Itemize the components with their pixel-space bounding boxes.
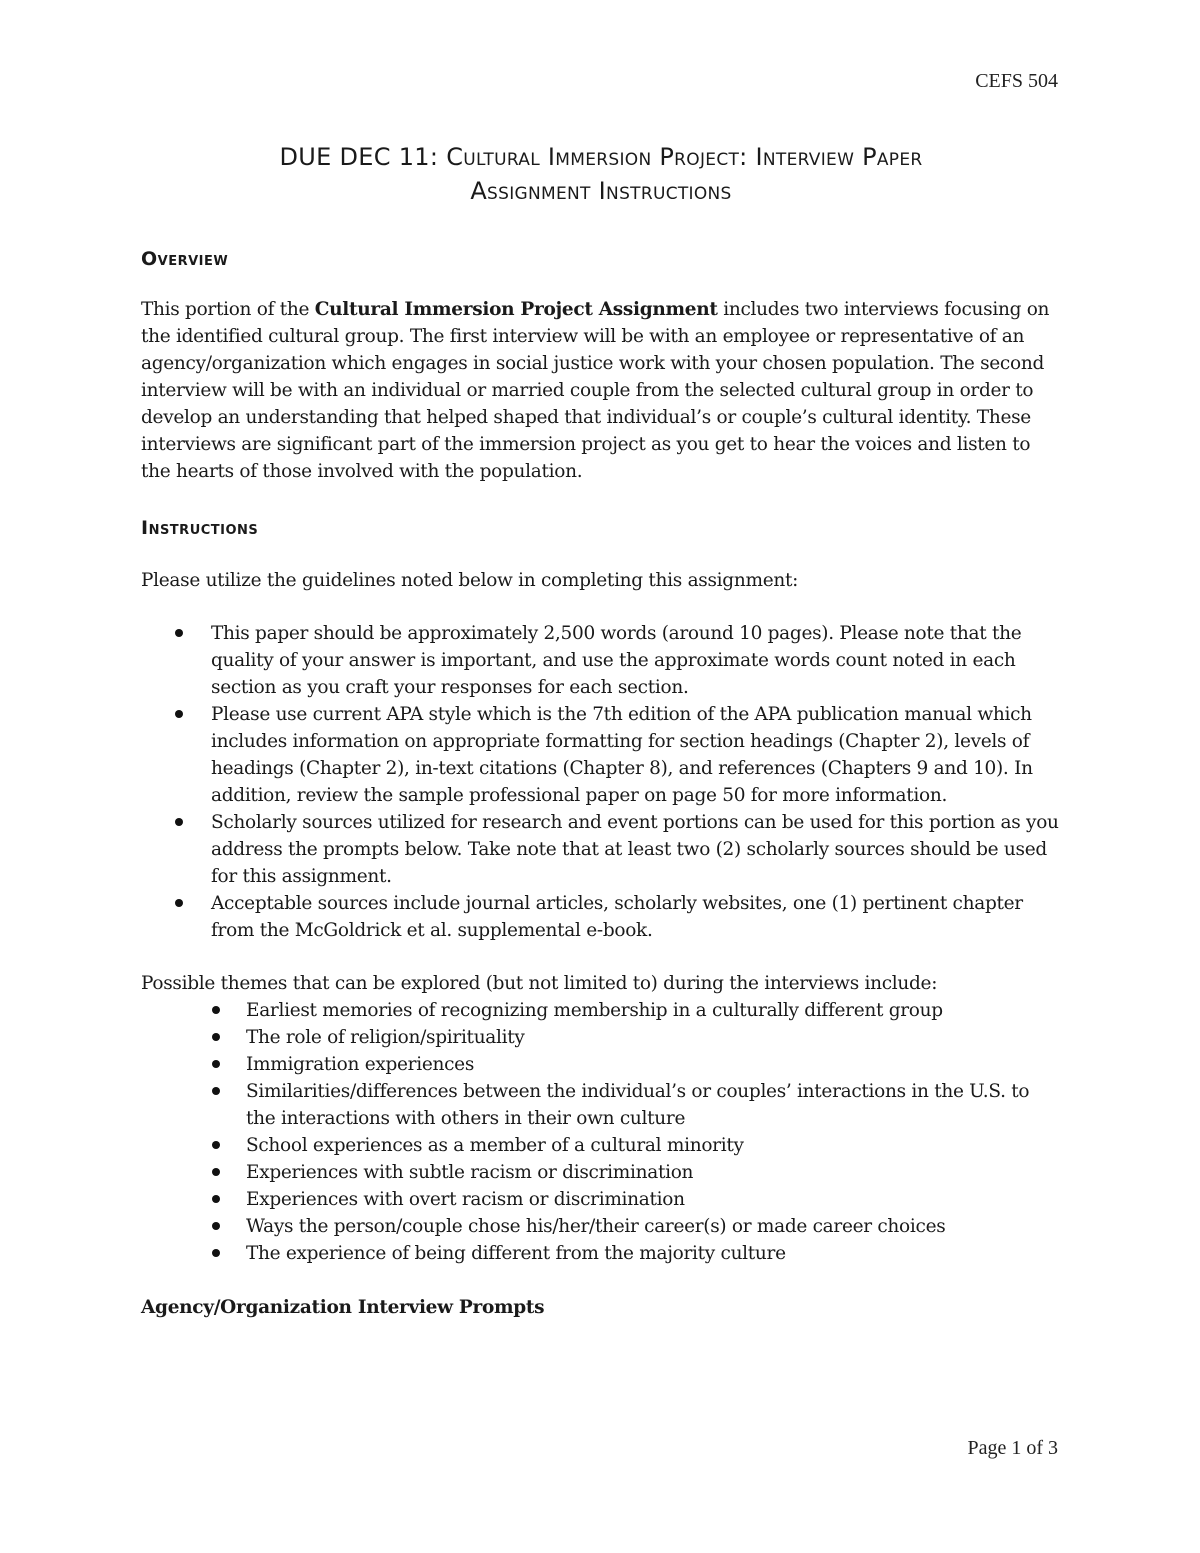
list-item-text: Please use current APA style which is the 7th edition of the APA publication manual which includes information on appropriate formatting for section headings (Chapter 2), levels of headings (Chapter 2), in-text citations (Chapter 8), and references (Chapters 9 and 10). In addition, review the sample professional paper on page 50 for more information.	[211, 704, 1033, 806]
course-code: CEFS 504	[975, 70, 1058, 92]
bullet-icon	[212, 1087, 220, 1095]
instructions-list	[141, 620, 1061, 944]
list-item-text: School experiences as a member of a cultural minority	[246, 1135, 744, 1156]
bullet-icon	[175, 899, 183, 907]
overview-text-end: includes two interviews focusing on the identified cultural group. The first interview will be with an employee or representative of an agency/organization which engages in social justice work with your chosen population. The second interview will be with an individual or married couple from the selected cultural group in order to develop an understanding that helped shaped that individual’s or couple’s cultural identity. These interviews are significant part of the immersion project as you get to hear the voices and listen to the hearts of those involved with the population.	[141, 299, 1050, 482]
title-line1: Cultural Immersion Project: Interview Paper	[446, 143, 923, 171]
list-item	[141, 1051, 1061, 1078]
overview-paragraph	[141, 296, 1061, 485]
list-item-text: Experiences with subtle racism or discrimination	[246, 1162, 694, 1183]
title-due-date: DUE DEC 11:	[279, 143, 439, 171]
instructions-heading: Instructions	[141, 517, 259, 539]
list-item	[141, 890, 1061, 944]
bullet-icon	[212, 1195, 220, 1203]
bullet-icon	[212, 1222, 220, 1230]
list-item	[141, 1024, 1061, 1051]
list-item	[141, 1213, 1061, 1240]
list-item	[141, 1132, 1061, 1159]
list-item-text: Acceptable sources include journal articles, scholarly websites, one (1) pertinent chapter from the McGoldrick et al. supplemental e-book.	[211, 893, 1023, 941]
page-number: Page 1 of 3	[967, 1437, 1058, 1459]
list-item	[141, 620, 1061, 701]
bullet-icon	[175, 710, 183, 718]
list-item-text: Ways the person/couple chose his/her/their career(s) or made career choices	[246, 1216, 946, 1237]
list-item-text: Immigration experiences	[246, 1054, 475, 1075]
overview-heading: Overview	[141, 248, 229, 270]
themes-list	[141, 997, 1061, 1267]
list-item	[141, 1078, 1061, 1132]
overview-bold-text: Cultural Immersion Project Assignment	[314, 299, 718, 320]
list-item	[141, 997, 1061, 1024]
themes-intro: Possible themes that can be explored (but not limited to) during the interviews include:	[141, 973, 938, 994]
bullet-icon	[212, 1033, 220, 1041]
bullet-icon	[212, 1168, 220, 1176]
list-item-text: The role of religion/spirituality	[246, 1027, 525, 1048]
overview-text-start: This portion of the	[141, 299, 315, 320]
instructions-intro: Please utilize the guidelines noted below in completing this assignment:	[141, 570, 799, 591]
list-item-text: The experience of being different from the majority culture	[246, 1243, 786, 1264]
list-item-text: Earliest memories of recognizing membership in a culturally different group	[246, 1000, 943, 1021]
list-item-text: Scholarly sources utilized for research and event portions can be used for this portion as you address the prompts below. Take note that at least two (2) scholarly sources should be used for this assignment.	[211, 812, 1059, 887]
list-item	[141, 701, 1061, 809]
page-title	[141, 140, 1061, 208]
document-body	[141, 140, 1061, 1318]
agency-interview-heading: Agency/Organization Interview Prompts	[141, 1297, 545, 1318]
list-item-text: Experiences with overt racism or discrimination	[246, 1189, 685, 1210]
list-item	[141, 809, 1061, 890]
list-item-text: This paper should be approximately 2,500 words (around 10 pages). Please note that the quality of your answer is important, and use the approximate words count noted in each section as you craft your responses for each section.	[211, 623, 1022, 698]
bullet-icon	[212, 1141, 220, 1149]
bullet-icon	[212, 1006, 220, 1014]
bullet-icon	[175, 629, 183, 637]
list-item	[141, 1186, 1061, 1213]
bullet-icon	[212, 1249, 220, 1257]
title-line2: Assignment Instructions	[470, 177, 732, 205]
list-item	[141, 1240, 1061, 1267]
bullet-icon	[212, 1060, 220, 1068]
list-item	[141, 1159, 1061, 1186]
list-item-text: Similarities/differences between the individual’s or couples’ interactions in the U.S. to the interactions with others in their own culture	[246, 1081, 1030, 1129]
bullet-icon	[175, 818, 183, 826]
